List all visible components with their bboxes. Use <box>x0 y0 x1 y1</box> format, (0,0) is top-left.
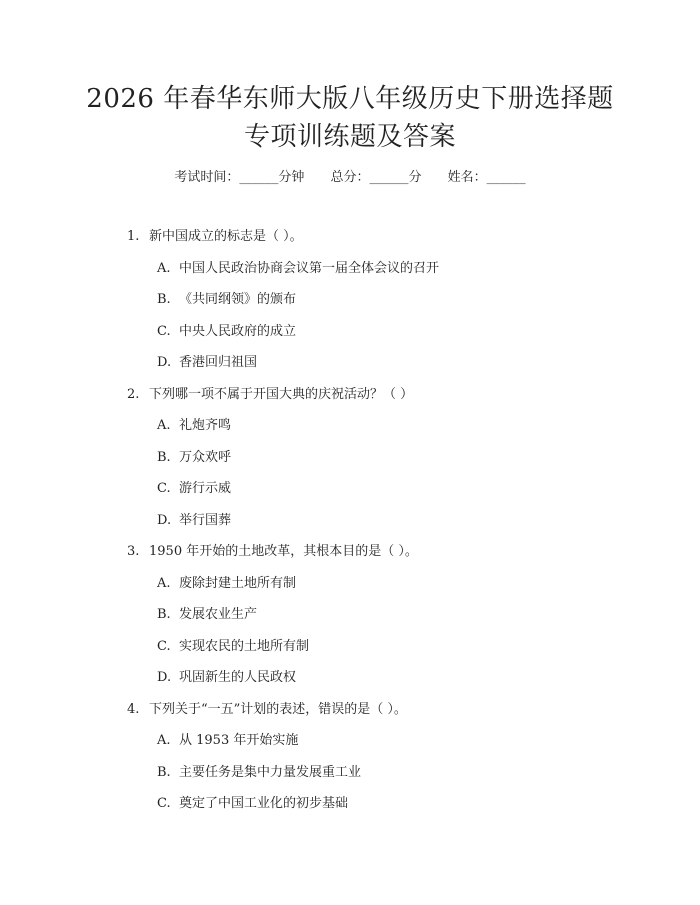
option-text: 香港回归祖国 <box>179 355 258 370</box>
option-c <box>127 793 647 825</box>
option-text: 废除封建土地所有制 <box>179 575 297 591</box>
question-text: 1950 年开始的土地改革，其根本目的是（ ）。 <box>149 544 418 559</box>
option-b <box>127 447 647 479</box>
option-d <box>127 352 647 384</box>
option-c <box>127 636 647 668</box>
option-text: 游行示威 <box>179 481 232 496</box>
option-letter: C. <box>157 796 171 811</box>
option-letter: A. <box>157 733 171 748</box>
total-score: 总分：______分 <box>330 170 422 185</box>
question-text: 下列关于“一五”计划的表述，错误的是（ ）。 <box>149 701 407 717</box>
option-d <box>127 667 647 699</box>
option-text: 实现农民的土地所有制 <box>179 638 310 654</box>
option-text: 举行国葬 <box>179 512 232 528</box>
option-b <box>127 762 647 794</box>
question-list <box>127 226 647 825</box>
question-stem <box>127 541 647 573</box>
question-2 <box>127 384 647 542</box>
question-stem <box>127 384 647 416</box>
question-number: 3. <box>127 544 140 559</box>
option-letter: B. <box>157 764 171 780</box>
option-letter: A. <box>157 260 171 276</box>
option-c <box>127 321 647 353</box>
option-text: 主要任务是集中力量发展重工业 <box>179 764 362 780</box>
option-letter: B. <box>157 449 171 465</box>
option-letter: B. <box>157 607 171 622</box>
question-text: 新中国成立的标志是（ ）。 <box>149 229 303 244</box>
student-name: 姓名：______ <box>447 170 526 185</box>
option-a <box>127 415 647 447</box>
option-text: 奠定了中国工业化的初步基础 <box>179 796 349 811</box>
question-text: 下列哪一项不属于开国大典的庆祝活动？（ ） <box>149 386 414 402</box>
option-text: 巩固新生的人民政权 <box>179 670 297 685</box>
title-line-1: 2026 年春华东师大版八年级历史下册选择题 <box>86 84 614 114</box>
option-a <box>127 730 647 762</box>
question-3 <box>127 541 647 699</box>
question-number: 4. <box>127 701 140 717</box>
option-letter: C. <box>157 638 171 654</box>
option-letter: C. <box>157 323 171 339</box>
option-text: 中央人民政府的成立 <box>179 323 297 339</box>
option-b <box>127 289 647 321</box>
option-letter: B. <box>157 292 171 307</box>
question-number: 1. <box>127 229 140 244</box>
exam-time: 考试时间：______分钟 <box>174 170 305 185</box>
option-text: 《共同纲领》的颁布 <box>179 292 297 307</box>
question-stem <box>127 699 647 731</box>
option-letter: A. <box>157 418 171 433</box>
option-letter: D. <box>157 512 172 528</box>
option-letter: C. <box>157 481 171 496</box>
question-number: 2. <box>127 386 140 402</box>
exam-meta <box>0 169 700 187</box>
option-text: 礼炮齐鸣 <box>179 418 232 433</box>
option-letter: D. <box>157 355 172 370</box>
option-text: 从 1953 年开始实施 <box>179 733 299 748</box>
option-text: 发展农业生产 <box>179 607 258 622</box>
question-1 <box>127 226 647 384</box>
option-a <box>127 573 647 605</box>
page-title <box>0 80 700 156</box>
option-letter: A. <box>157 575 171 591</box>
option-d <box>127 510 647 542</box>
option-a <box>127 258 647 290</box>
question-4 <box>127 699 647 825</box>
option-text: 中国人民政治协商会议第一届全体会议的召开 <box>179 260 440 276</box>
option-b <box>127 604 647 636</box>
option-letter: D. <box>157 670 172 685</box>
title-line-2: 专项训练题及答案 <box>243 122 456 152</box>
option-text: 万众欢呼 <box>179 449 232 465</box>
option-c <box>127 478 647 510</box>
question-stem <box>127 226 647 258</box>
